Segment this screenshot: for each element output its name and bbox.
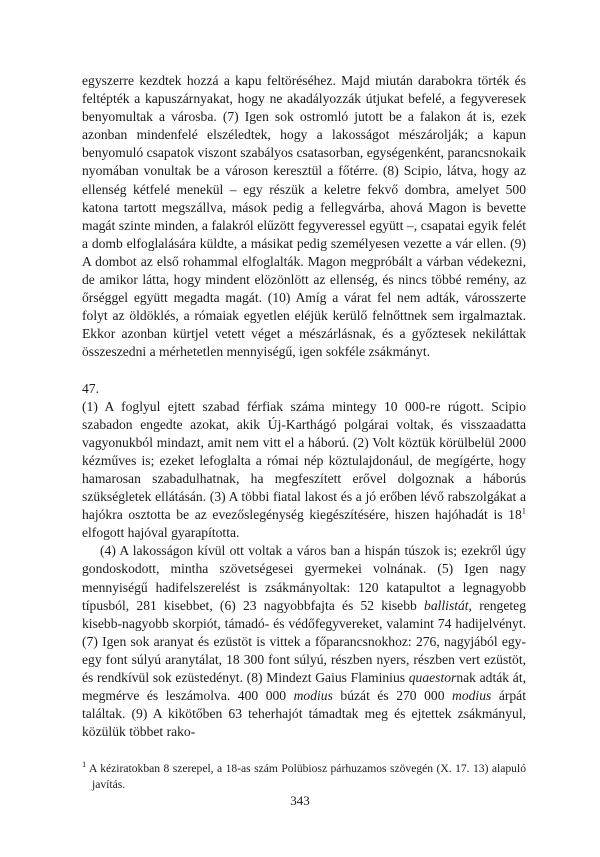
page-number: 343 [290,793,310,808]
footnote-reference[interactable]: 1 [521,505,526,516]
footnote-marker: 1 [82,759,87,770]
italic-term: modius [293,688,333,704]
paragraph-1 [82,398,526,543]
paragraph-2-text: nak adták át, megmérve és leszámolva. 400 000 [82,670,526,704]
paragraph-2-text: búzát és 270 000 [332,688,453,704]
italic-term: quaestor [408,670,457,685]
paragraph-1-text: (1) A foglyul ejtett szabad férfiak száma mintegy 10 000-re rúgott. Scipio szabadon engedte azokat, akik Új-Karthágó polgárai voltak, és visszaadatta vagyonukból mindazt, amit nem vitt el a háború. (2) Volt köztük körülbelül 2000 kézműves is; ezeket lefoglalta a római nép köztulajdonául, de megígérte, hogy hamarosan szabadulhatnak, ha megfeszített erővel dolgoznak a háborús szükségletek ellátásán. (3) A többi fiatal lakost és a jó erőben lévő rabszolgákat a hajókra osztotta be az evezőslegénység kiegészítésére, hiszen hajóhadát is 18 [82,398,526,523]
paragraph-2-text: , rengeteg kisebb-nagyobb skorpiót, támadó- és védőfegyvereket, valamint 74 hadijelvényt. (7) Igen sok aranyat és ezüstöt is vittek a főparancsnokhoz: 276, nagyjából egy-egy font súlyú aranytálat, 18 300 font súlyú, részben nyers, részben vert ezüstöt, és rendkívül sok ezüstedényt. (8) Mindezt Gaius Flaminius [82,597,526,685]
paragraph-2-text: árpát találtak. (9) A kikötőben 63 teherhajót támadtak meg és ejtettek zsákmányul, közülük többet rako- [82,688,526,740]
footnotes [82,761,526,793]
continuation-paragraph: egyszerre kezdtek hozzá a kapu feltöréséhez. Majd miután darabokra törték és feltépték a kapuszárnyakat, hogy ne akadályozzák útjukat befelé, a fegyveresek benyomultak a városba. (7) Igen sok ostromló jutott be a falakon át is, ezek azonban mindenfelé elszéledtek, hogy a lakosságot mészárolják; a kapun benyomuló csapatok viszont szabályos csatasorban, egységenként, parancsnokaik nyomában vonultak be a városon keresztül a főtérre. (8) Scipio, látva, hogy az ellenség kétfelé menekül – egy részük a keletre fekvő dombra, amelyet 500 katona tartott megszállva, mások pedig a fellegvárba, ahová Magon is bevette magát szinte minden, a falakról elűzött fegyveressel együtt –, csapatai egyik felét a domb elfoglalására küldte, a másikat pedig személyesen vezette a vár ellen. (9) A dombot az első rohammal elfoglalták. Magon megpróbált a várban védekezni, de amikor látta, hogy mindent elözönlött az ellenség, és nincs többé remény, az őrséggel együtt megadta magát. (10) Amíg a várat fel nem adták, városszerte folyt az öldöklés, a rómaiak egyetlen eléjük kerülő felnőttnek sem irgalmaztak. Ekkor azonban kürtjel vetett véget a mészárlásnak, és a győztesek nekiláttak összeszedni a mérhetetlen mennyiségű, igen sokféle zsákmányt. [82,73,526,360]
paragraph-2-text: (4) A lakosságon kívül ott voltak a város ban a hispán túszok is; ezekről úgy gondoskodott, mintha szövetségesei gyermekei volnának. (5) Igen nagy mennyiségű hadifelszerelést is zsákmányoltak: 120 katapultot a legnagyobb típusból, 281 kisebbet, (6) 23 nagyobbfajta és 52 kisebb [82,543,526,613]
chapter-number: 47. [82,380,99,396]
italic-term: modius [452,688,492,704]
paragraph-1-text-end: elfogott hajóval gyarapította. [82,525,240,541]
footnote-text: A kéziratokban 8 szerepel, a 18-as szám Polübiosz párhuzamos szövegén (X. 17. 13) alapuló javítás. [86,762,526,792]
paragraph-2 [82,542,526,741]
italic-term: ballistát [424,597,469,613]
page-body [82,72,526,793]
footnote [82,761,526,793]
